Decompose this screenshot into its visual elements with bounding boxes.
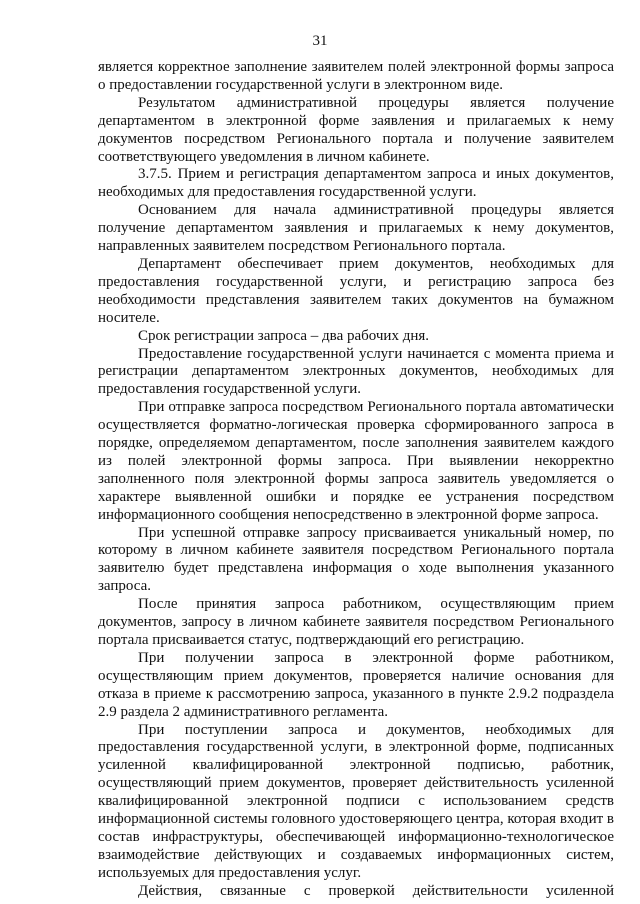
paragraph: Предоставление государственной услуги начинается с момента приема и регистрации департаментом электронных документов, необходимых для предоставления государственной услуги. xyxy=(98,345,614,398)
paragraph: Срок регистрации запроса – два рабочих дня. xyxy=(138,327,430,344)
paragraph: Результатом административной процедуры является получение департаментом в электронной форме заявления и прилагаемых к нему документов посредством Регионального портала и получение заявителем соответствующего уведомления в личном кабинете. xyxy=(98,94,614,165)
paragraph: Департамент обеспечивает прием документов, необходимых для предоставления государственной услуги, и регистрацию запроса без необходимости представления заявителем таких документов на бумажном носителе. xyxy=(98,255,614,326)
page-number: 31 xyxy=(312,33,328,49)
paragraph: При поступлении запроса и документов, необходимых для предоставления государственной услуги, в электронной форме, подписанных усиленной квалифицированной электронной подписью, работник, осуществляющий прием документов, проверяет действительность усиленной квалифицированной электронной подписи с использованием средств информационной системы головного удостоверяющего центра, которая входит в состав инфраструктуры, обеспечивающей информационно-технологическое взаимодействие действующих и создаваемых информационных систем, используемых для предоставления услуг. xyxy=(98,721,614,881)
paragraph: Действия, связанные с проверкой действительности усиленной xyxy=(138,882,614,899)
paragraph: является корректное заполнение заявителем полей электронной формы запроса о предоставлении государственной услуги в электронном виде. xyxy=(98,59,614,93)
paragraph: При успешной отправке запросу присваивается уникальный номер, по которому в личном кабинете заявителя посредством Регионального портала заявителю будет представлена информация о ходе выполнения указанного запроса. xyxy=(98,524,614,595)
paragraph: 3.7.5. Прием и регистрация департаментом запроса и иных документов, необходимых для предоставления государственной услуги. xyxy=(98,166,614,201)
document-body xyxy=(98,59,614,901)
paragraph: При отправке запроса посредством Регионального портала автоматически осуществляется форматно-логическая проверка сформированного запроса в порядке, определяемом департаментом, после заполнения заявителем каждого из полей электронной формы запроса. При выявлении некорректно заполненного поля электронной формы запроса заявитель уведомляется о характере выявленной ошибки и порядке ее устранения посредством информационного сообщения непосредственно в электронной форме запроса. xyxy=(98,399,614,523)
paragraph: Основанием для начала административной процедуры является получение департаментом заявления и прилагаемых к нему документов, направленных заявителем посредством Регионального портала. xyxy=(98,202,614,255)
paragraph: При получении запроса в электронной форме работником, осуществляющим прием документов, проверяется наличие основания для отказа в приеме к рассмотрению запроса, указанного в пункте 2.9.2 подраздела 2.9 раздела 2 административного регламента. xyxy=(98,649,614,720)
paragraph: После принятия запроса работником, осуществляющим прием документов, запросу в личном кабинете заявителя посредством Регионального портала присваивается статус, подтверждающий его регистрацию. xyxy=(98,596,614,648)
